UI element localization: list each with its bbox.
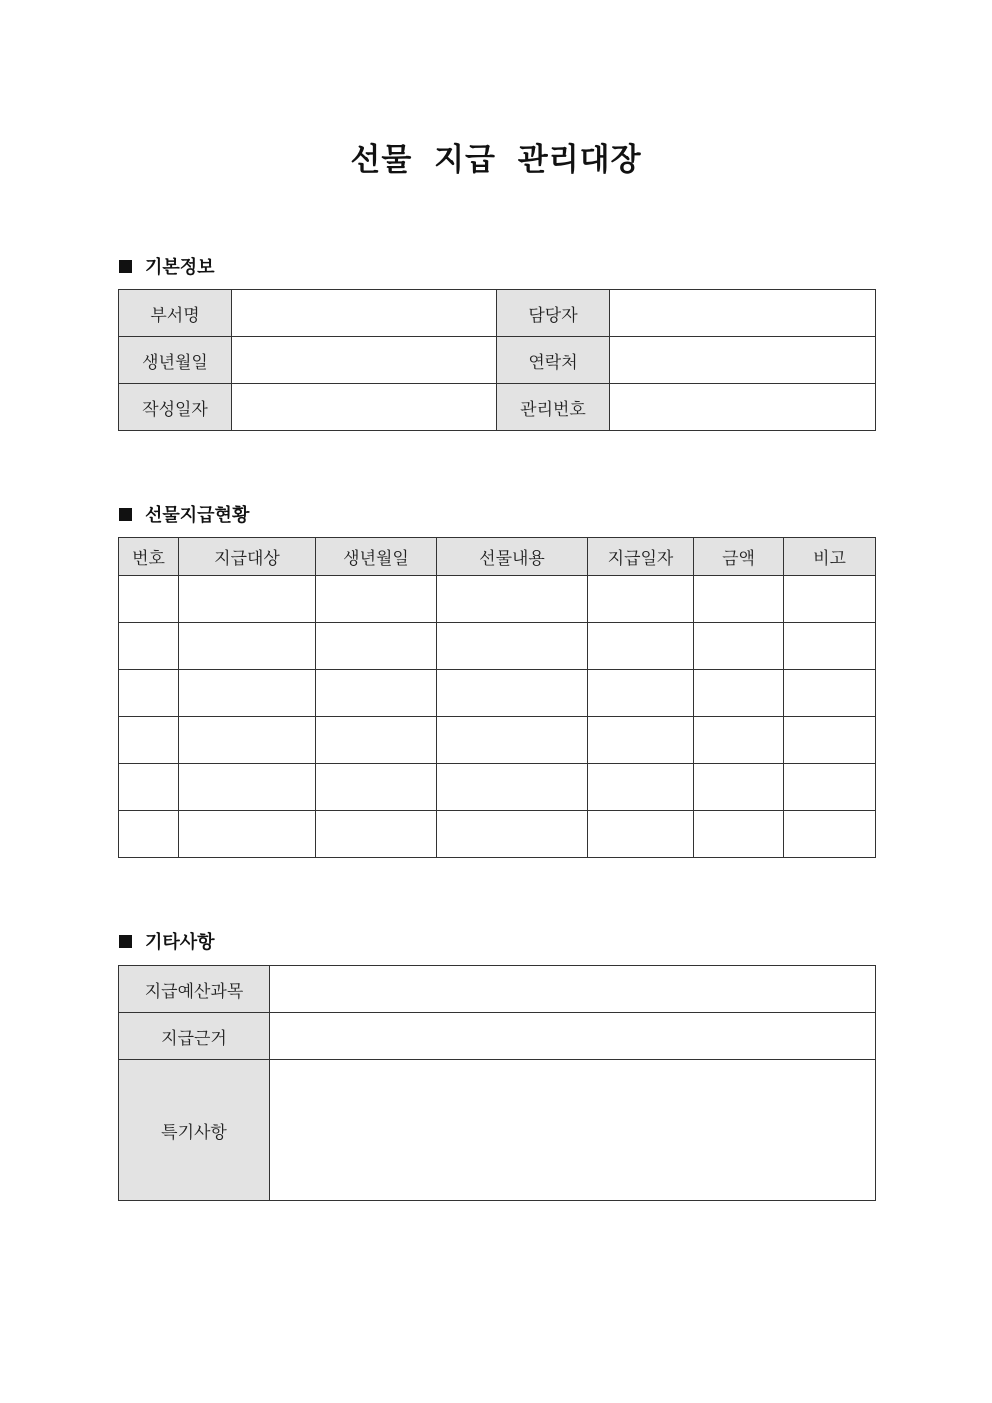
table-cell[interactable] (784, 764, 876, 811)
table-cell[interactable] (694, 623, 784, 670)
table-row (119, 623, 876, 670)
column-header: 생년월일 (316, 538, 437, 576)
table-cell[interactable] (119, 764, 179, 811)
table-cell[interactable] (588, 670, 694, 717)
department-field[interactable] (232, 290, 497, 337)
table-cell[interactable] (588, 717, 694, 764)
column-header: 비고 (784, 538, 876, 576)
column-header: 번호 (119, 538, 179, 576)
table-cell[interactable] (694, 811, 784, 858)
contact-field[interactable] (610, 337, 876, 384)
table-header-row (119, 538, 876, 576)
table-row (119, 576, 876, 623)
remarks-field[interactable] (270, 1060, 876, 1201)
table-cell[interactable] (784, 623, 876, 670)
budget-item-field[interactable] (270, 966, 876, 1013)
basic-info-table (118, 289, 876, 431)
field-label: 지급예산과목 (119, 966, 270, 1013)
table-cell[interactable] (437, 811, 588, 858)
column-header: 지급대상 (179, 538, 316, 576)
field-label: 부서명 (119, 290, 232, 337)
column-header: 금액 (694, 538, 784, 576)
manager-field[interactable] (610, 290, 876, 337)
table-cell[interactable] (119, 623, 179, 670)
table-cell[interactable] (316, 623, 437, 670)
table-cell[interactable] (437, 623, 588, 670)
gift-status-table (118, 537, 876, 858)
table-cell[interactable] (316, 764, 437, 811)
table-cell[interactable] (179, 670, 316, 717)
table-row (119, 290, 876, 337)
section-heading-label: 선물지급현황 (145, 505, 250, 526)
table-cell[interactable] (694, 670, 784, 717)
birthdate-field[interactable] (232, 337, 497, 384)
table-row (119, 337, 876, 384)
table-cell[interactable] (694, 764, 784, 811)
management-number-field[interactable] (610, 384, 876, 431)
table-cell[interactable] (119, 717, 179, 764)
table-cell[interactable] (694, 717, 784, 764)
table-cell[interactable] (179, 764, 316, 811)
table-cell[interactable] (437, 670, 588, 717)
table-row (119, 717, 876, 764)
table-cell[interactable] (437, 717, 588, 764)
table-row (119, 1060, 876, 1201)
column-header: 선물내용 (437, 538, 588, 576)
table-cell[interactable] (437, 764, 588, 811)
table-row (119, 670, 876, 717)
column-header: 지급일자 (588, 538, 694, 576)
table-cell[interactable] (784, 717, 876, 764)
table-cell[interactable] (437, 576, 588, 623)
table-cell[interactable] (316, 811, 437, 858)
table-cell[interactable] (588, 764, 694, 811)
field-label: 생년월일 (119, 337, 232, 384)
table-cell[interactable] (179, 576, 316, 623)
table-cell[interactable] (119, 670, 179, 717)
section-heading-label: 기타사항 (145, 932, 215, 953)
table-cell[interactable] (694, 576, 784, 623)
field-label: 관리번호 (497, 384, 610, 431)
table-row (119, 384, 876, 431)
field-label: 작성일자 (119, 384, 232, 431)
table-cell[interactable] (588, 623, 694, 670)
field-label: 연락처 (497, 337, 610, 384)
section-heading-status (119, 501, 249, 527)
table-cell[interactable] (588, 576, 694, 623)
created-date-field[interactable] (232, 384, 497, 431)
square-bullet-icon (119, 935, 132, 948)
field-label: 특기사항 (119, 1060, 270, 1201)
table-cell[interactable] (119, 811, 179, 858)
table-cell[interactable] (316, 670, 437, 717)
table-cell[interactable] (179, 717, 316, 764)
table-row (119, 764, 876, 811)
table-cell[interactable] (588, 811, 694, 858)
table-row (119, 1013, 876, 1060)
field-label: 담당자 (497, 290, 610, 337)
table-cell[interactable] (119, 576, 179, 623)
square-bullet-icon (119, 508, 132, 521)
table-cell[interactable] (316, 717, 437, 764)
payment-basis-field[interactable] (270, 1013, 876, 1060)
section-heading-label: 기본정보 (145, 257, 215, 278)
table-cell[interactable] (784, 811, 876, 858)
section-heading-etc (119, 928, 215, 954)
table-cell[interactable] (784, 576, 876, 623)
table-cell[interactable] (784, 670, 876, 717)
table-cell[interactable] (179, 623, 316, 670)
etc-table (118, 965, 876, 1201)
section-heading-basic (119, 253, 215, 279)
page-title: 선물 지급 관리대장 (350, 142, 642, 178)
table-cell[interactable] (316, 576, 437, 623)
square-bullet-icon (119, 260, 132, 273)
table-row (119, 966, 876, 1013)
table-row (119, 811, 876, 858)
table-cell[interactable] (179, 811, 316, 858)
field-label: 지급근거 (119, 1013, 270, 1060)
